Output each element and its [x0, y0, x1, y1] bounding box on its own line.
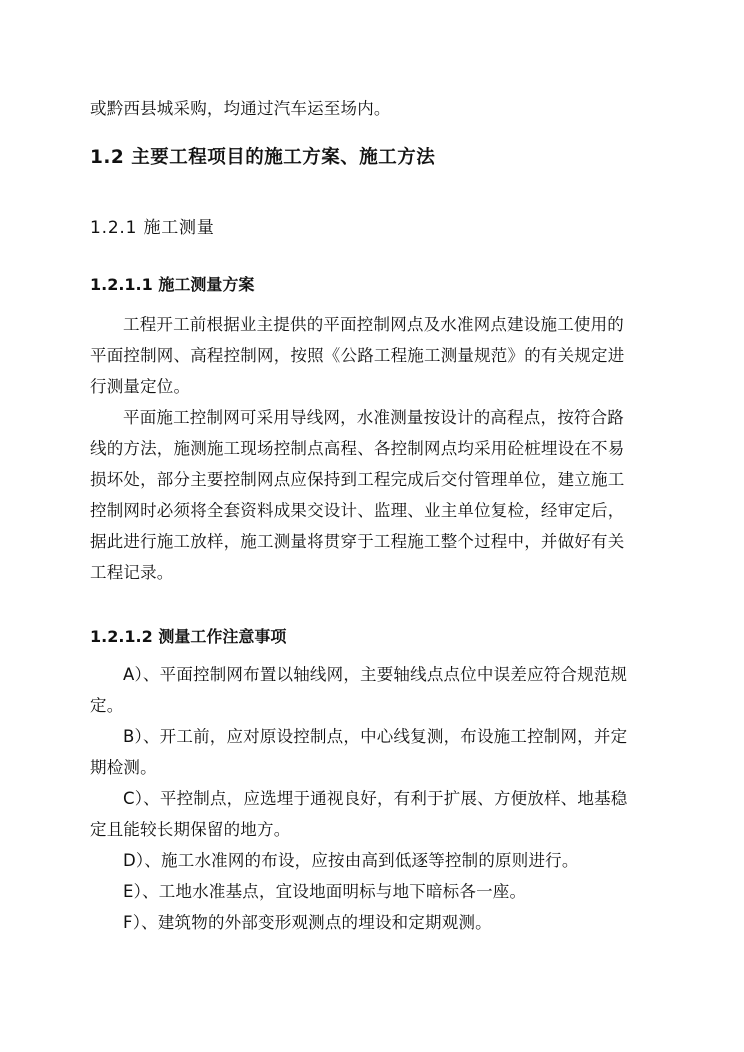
list-item-b-continued: 期检测。 [90, 758, 157, 777]
list-item-f: F）、建筑物的外部变形观测点的埋设和定期观测。 [123, 913, 492, 932]
section-heading-1-2: 1.2 主要工程项目的施工方案、施工方法 [90, 147, 436, 168]
paragraph-line: 线的方法，施测施工现场控制点高程、各控制网点均采用砼桩埋设在不易 [90, 439, 625, 458]
paragraph-line: 工程记录。 [90, 563, 174, 582]
section-heading-1-2-1-2: 1.2.1.2 测量工作注意事项 [90, 627, 287, 646]
list-item-e: E）、工地水准基点，宜设地面明标与地下暗标各一座。 [123, 882, 527, 901]
list-item-d: D）、施工水准网的布设，应按由高到低逐等控制的原则进行。 [123, 851, 579, 870]
list-item-a: A）、平面控制网布置以轴线网，主要轴线点点位中误差应符合规范规 [123, 665, 628, 684]
paragraph-line: 平面控制网、高程控制网，按照《公路工程施工测量规范》的有关规定进 [90, 346, 625, 365]
list-item-c-continued: 定且能较长期保留的地方。 [90, 820, 291, 839]
section-heading-1-2-1: 1.2.1 施工测量 [90, 218, 215, 238]
paragraph-line: 损坏处，部分主要控制网点应保持到工程完成后交付管理单位，建立施工 [90, 470, 625, 489]
list-item-c: C）、平控制点，应选埋于通视良好，有利于扩展、方便放样、地基稳 [123, 789, 628, 808]
paragraph-line: 控制网时必须将全套资料成果交设计、监理、业主单位复检，经审定后， [90, 501, 625, 520]
list-item-a-continued: 定。 [90, 696, 124, 715]
list-item-b: B）、开工前，应对原设控制点，中心线复测，布设施工控制网，并定 [123, 727, 628, 746]
paragraph-line: 据此进行施工放样，施工测量将贯穿于工程施工整个过程中，并做好有关 [90, 532, 625, 551]
section-heading-1-2-1-1: 1.2.1.1 施工测量方案 [90, 275, 255, 294]
paragraph-line: 工程开工前根据业主提供的平面控制网点及水准网点建设施工使用的 [123, 315, 624, 334]
paragraph-line: 平面施工控制网可采用导线网，水准测量按设计的高程点，按符合路 [123, 408, 624, 427]
paragraph-line: 行测量定位。 [90, 377, 191, 396]
continuation-line: 或黔西县城采购，均通过汽车运至场内。 [90, 99, 391, 118]
